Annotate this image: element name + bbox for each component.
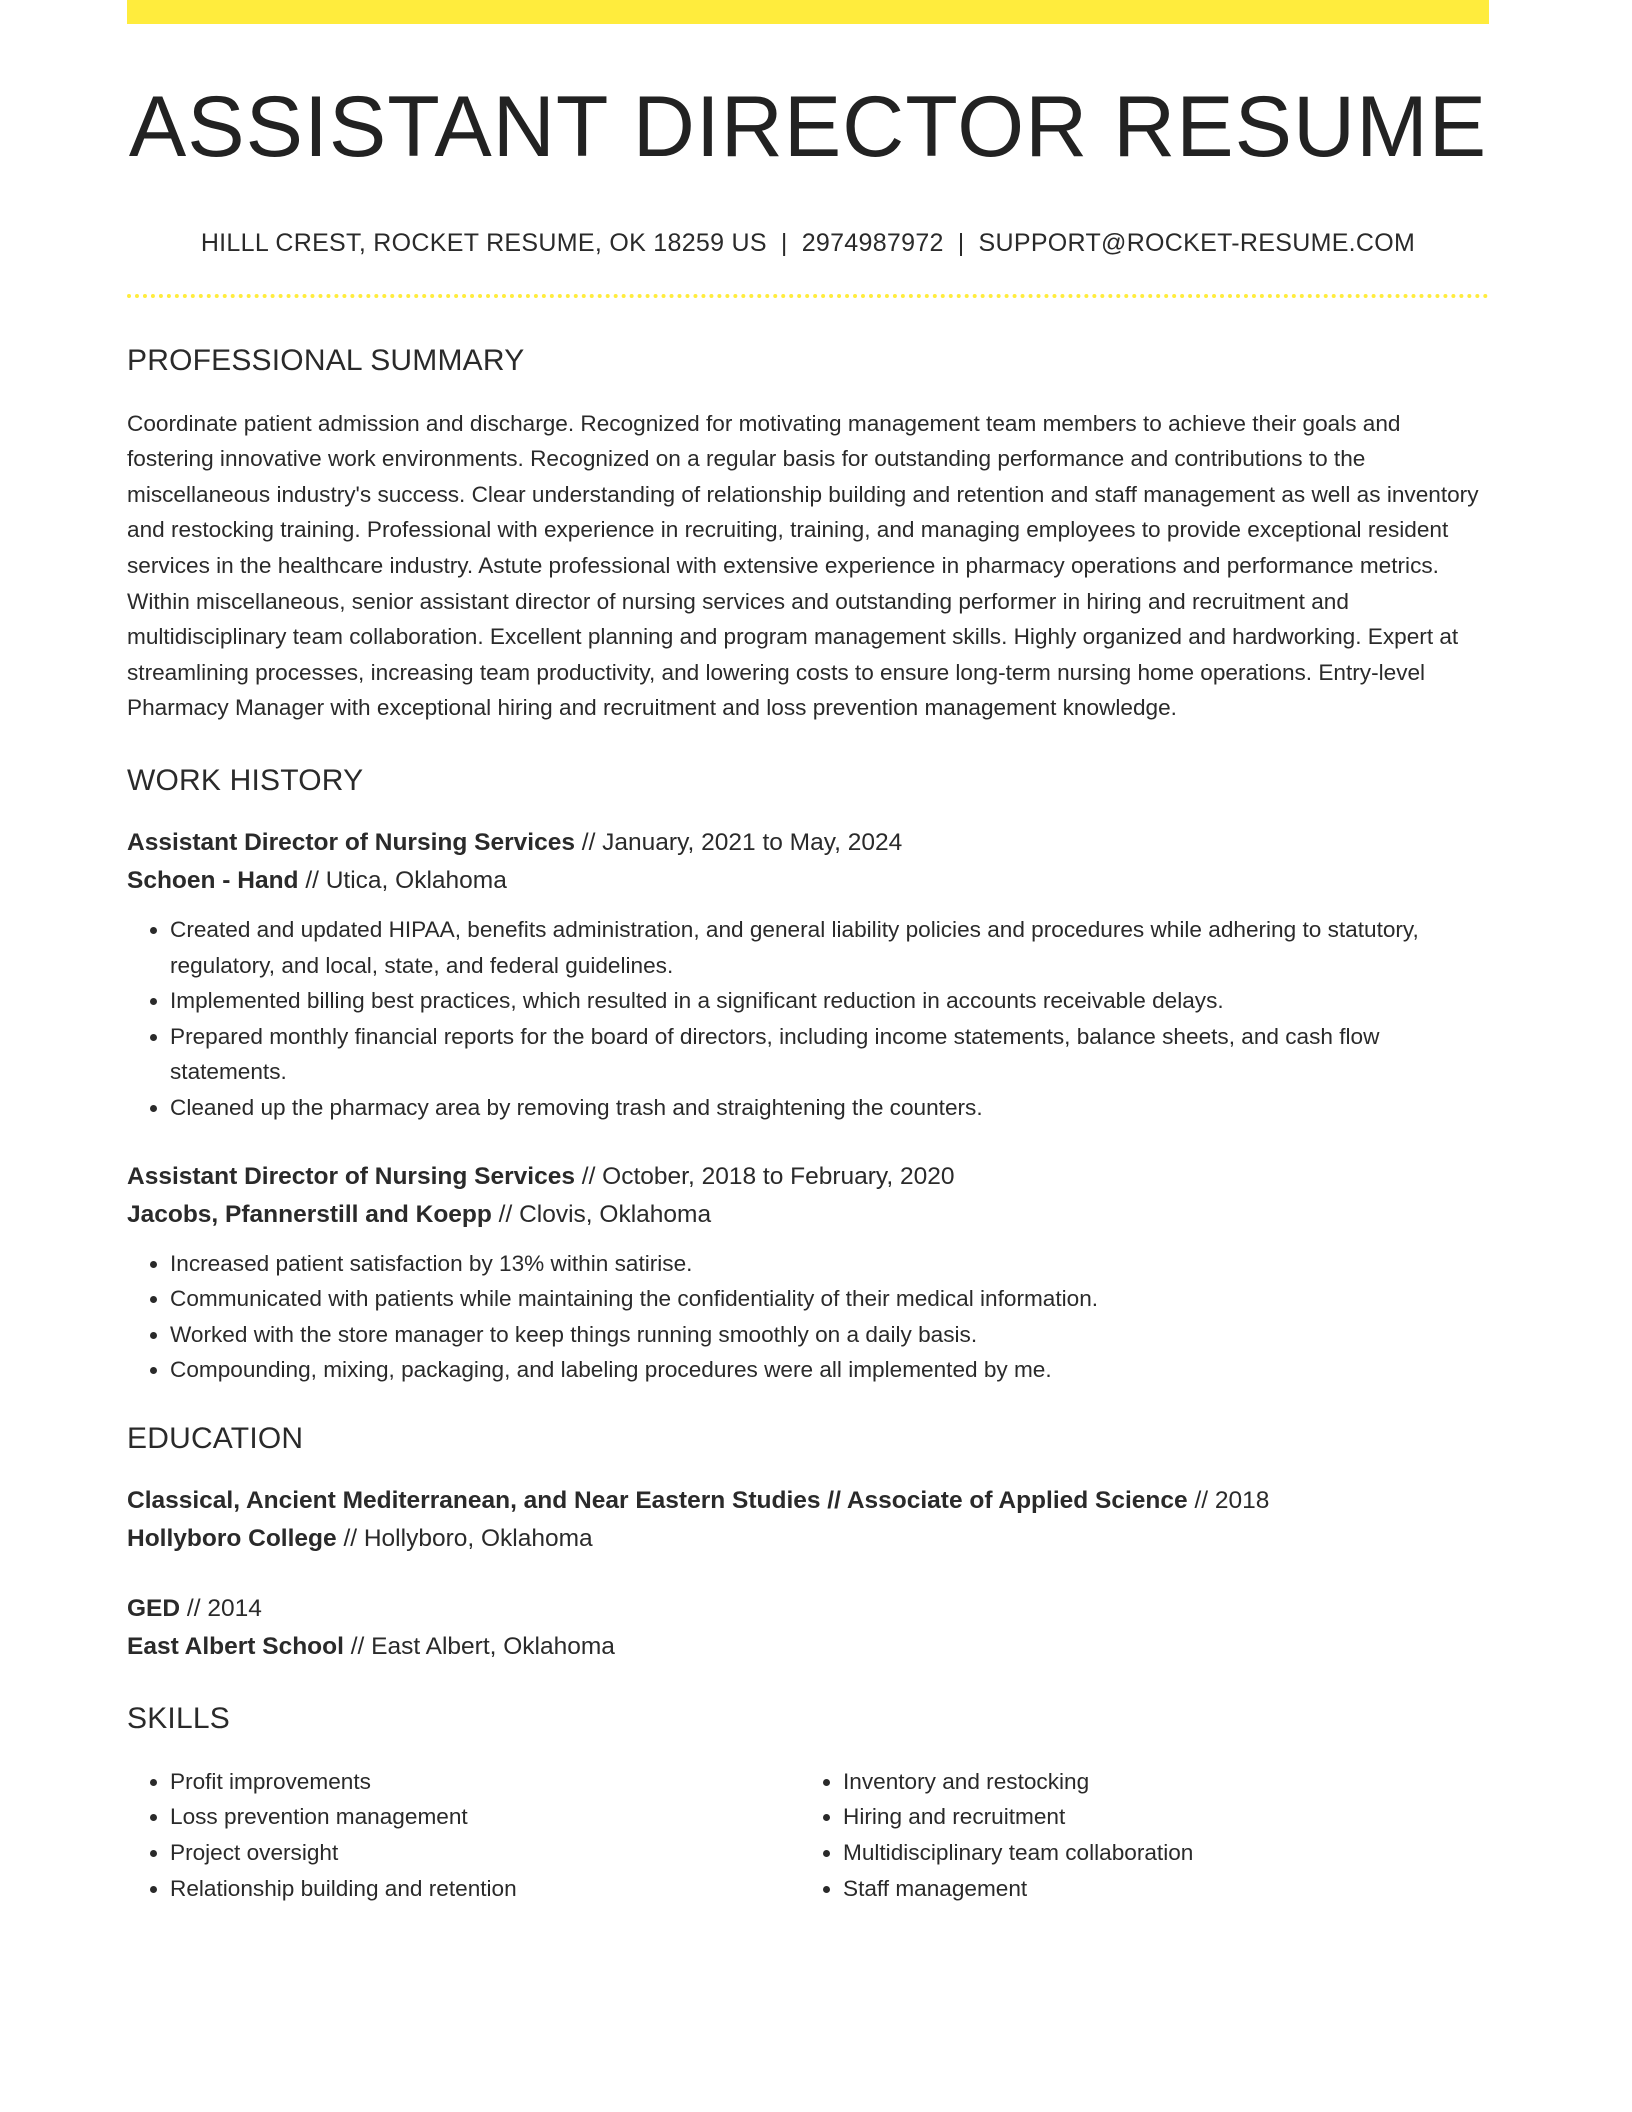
contact-email: SUPPORT@ROCKET-RESUME.COM — [978, 228, 1416, 257]
job-title: Assistant Director of Nursing Services — [127, 1162, 575, 1190]
job-bullet: • Compounding, mixing, packaging, and labeling procedures were all implemented by me. — [170, 1352, 1489, 1388]
job-company-line — [127, 1196, 1489, 1234]
education-school: Hollyboro College — [127, 1524, 337, 1552]
job-title-line — [127, 1158, 1489, 1196]
contact-separator: | — [780, 228, 788, 257]
contact-address: HILLL CREST, ROCKET RESUME, OK 18259 US — [200, 228, 767, 257]
summary-text: Coordinate patient admission and discharge. Recognized for motivating management team members to achieve their goals and fostering innovative work environments. Recognized on a regular basis for outstanding performance and contributions to the miscellaneous industry's success. Clear understanding of relationship building and retention and staff management as well as inventory and restocking training. Professional with experience in recruiting, training, and managing employees to provide exceptional resident services in the healthcare industry. Astute professional with extensive experience in pharmacy operations and performance metrics. Within miscellaneous, senior assistant director of nursing services and outstanding performer in hiring and recruitment and multidisciplinary team collaboration. Excellent planning and program management skills. Highly organized and hardworking. Expert at streamlining processes, increasing team productivity, and lowering costs to ensure long-term nursing home operations. Entry-level Pharmacy Manager with exceptional hiring and recruitment and loss prevention management knowledge. — [127, 410, 1479, 721]
skills-column-left — [127, 1764, 800, 1906]
header-divider — [127, 294, 1489, 298]
skills-column-right — [800, 1764, 1473, 1906]
education-school-line — [127, 1520, 1489, 1558]
job-dates: // January, 2021 to May, 2024 — [574, 828, 903, 856]
summary-heading: PROFESSIONAL SUMMARY — [127, 343, 525, 377]
contact-line — [127, 229, 1489, 258]
contact-phone: 2974987972 — [801, 228, 944, 257]
education-year: // 2014 — [180, 1594, 262, 1622]
resume-title: ASSISTANT DIRECTOR RESUME — [128, 79, 1488, 175]
job-location: // Utica, Oklahoma — [298, 866, 507, 894]
education-degree-line — [127, 1482, 1489, 1520]
education-heading: EDUCATION — [127, 1421, 304, 1455]
top-accent-bar — [127, 0, 1489, 24]
job-bullets — [127, 1246, 1489, 1388]
education-year: // 2018 — [1187, 1486, 1270, 1514]
job-company: Schoen - Hand — [127, 866, 299, 894]
education-entry — [127, 1590, 1489, 1666]
education-school: East Albert School — [127, 1632, 344, 1660]
job-bullet: • Communicated with patients while maintaining the confidentiality of their medical information. — [170, 1281, 1489, 1317]
job-bullet: • Worked with the store manager to keep things running smoothly on a daily basis. — [170, 1317, 1489, 1353]
skills-grid — [127, 1764, 1489, 1906]
skill-item: • Hiring and recruitment — [843, 1799, 1473, 1835]
skill-item: • Project oversight — [170, 1835, 800, 1871]
skill-item: • Multidisciplinary team collaboration — [843, 1835, 1473, 1871]
job-title-line — [127, 824, 1489, 862]
job-company: Jacobs, Pfannerstill and Koepp — [127, 1200, 492, 1228]
job-dates: // October, 2018 to February, 2020 — [574, 1162, 955, 1190]
job-entry — [127, 1158, 1489, 1388]
job-company-line — [127, 862, 1489, 900]
job-bullet: • Created and updated HIPAA, benefits administration, and general liability policies and procedures while adhering to statutory, regulatory, and local, state, and federal guidelines. — [170, 912, 1489, 983]
job-bullet: • Cleaned up the pharmacy area by removing trash and straightening the counters. — [170, 1090, 1489, 1126]
work-history-heading: WORK HISTORY — [127, 763, 364, 797]
skill-item: • Profit improvements — [170, 1764, 800, 1800]
job-entry — [127, 824, 1489, 1126]
skill-item: • Staff management — [843, 1871, 1473, 1907]
education-degree: GED — [127, 1594, 181, 1622]
resume-page — [127, 0, 1489, 1906]
education-location: // East Albert, Oklahoma — [343, 1632, 615, 1660]
job-title: Assistant Director of Nursing Services — [127, 828, 575, 856]
job-bullet: • Increased patient satisfaction by 13% within satirise. — [170, 1246, 1489, 1282]
education-degree: Classical, Ancient Mediterranean, and Near Eastern Studies // Associate of Applied Science — [127, 1486, 1188, 1514]
job-bullet: • Prepared monthly financial reports for the board of directors, including income statements, balance sheets, and cash flow statements. — [170, 1019, 1489, 1090]
education-entry — [127, 1482, 1489, 1558]
skill-item: • Loss prevention management — [170, 1799, 800, 1835]
skills-heading: SKILLS — [127, 1701, 230, 1735]
job-bullet: • Implemented billing best practices, which resulted in a significant reduction in accounts receivable delays. — [170, 983, 1489, 1019]
skill-item: • Relationship building and retention — [170, 1871, 800, 1907]
education-school-line — [127, 1628, 1489, 1666]
job-bullets — [127, 912, 1489, 1126]
contact-separator: | — [957, 228, 965, 257]
job-location: // Clovis, Oklahoma — [491, 1200, 712, 1228]
education-location: // Hollyboro, Oklahoma — [336, 1524, 593, 1552]
education-degree-line — [127, 1590, 1489, 1628]
skill-item: • Inventory and restocking — [843, 1764, 1473, 1800]
